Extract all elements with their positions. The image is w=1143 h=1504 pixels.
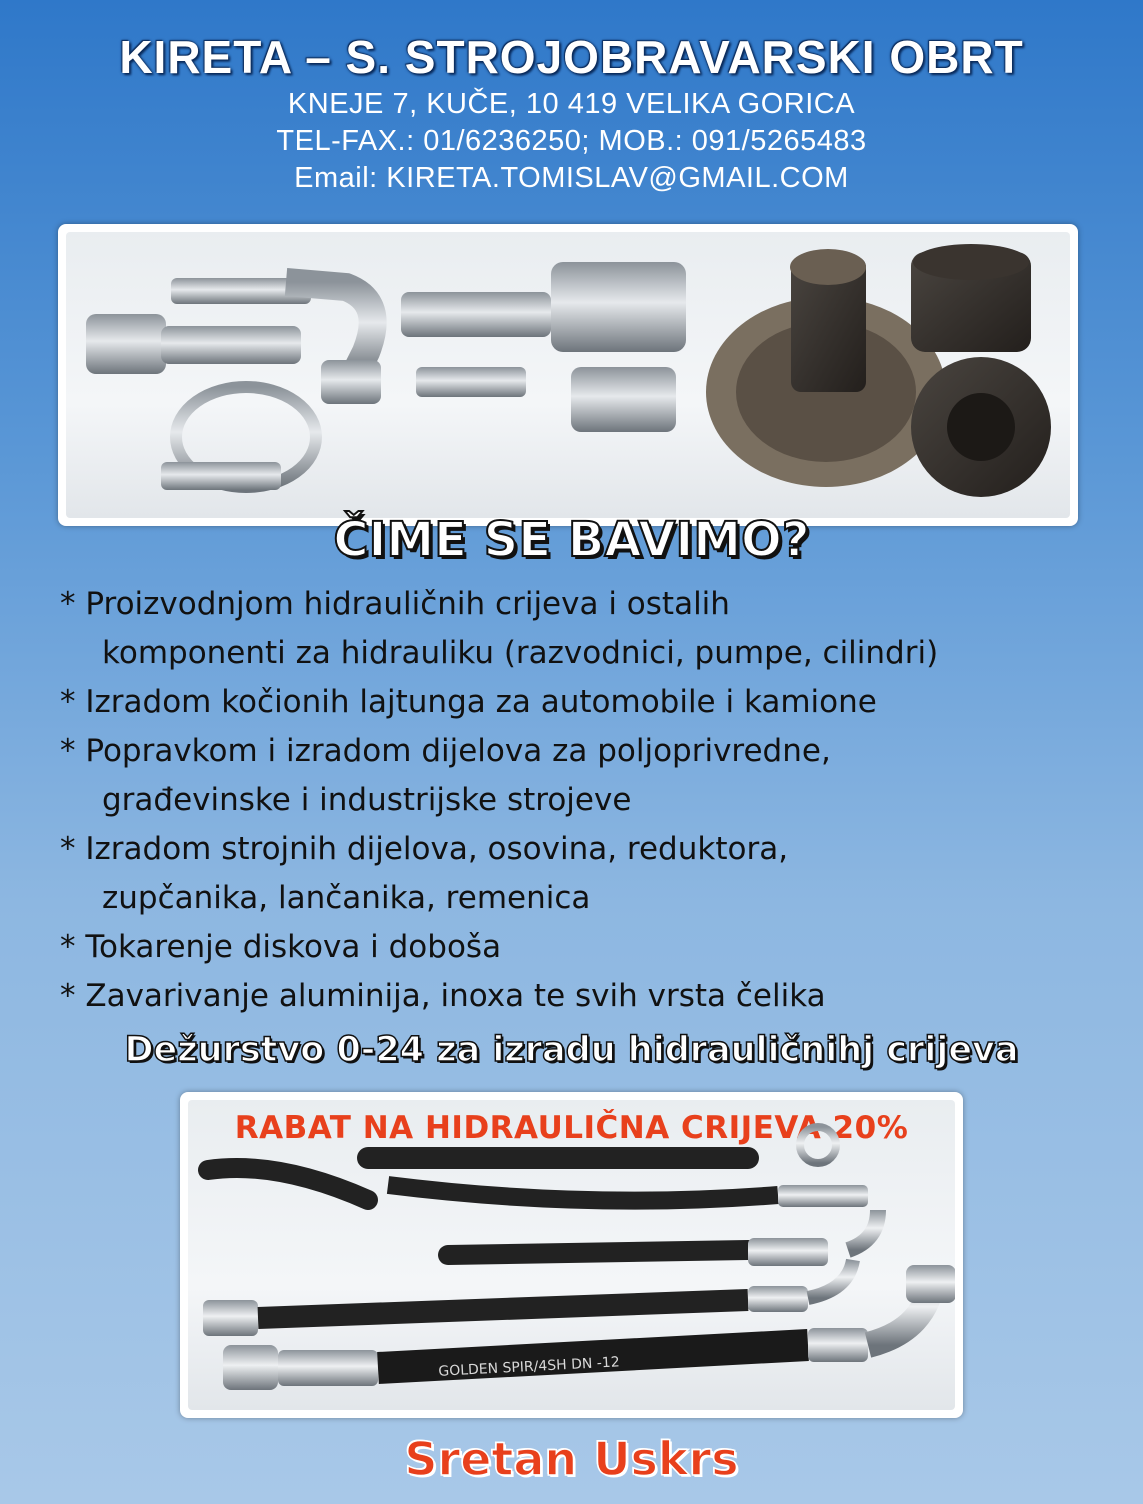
parts-photo <box>58 224 1078 526</box>
duty-banner: Dežurstvo 0-24 za izradu hidrauličnihj crijeva <box>124 1030 1019 1070</box>
service-line: * Zavarivanje aluminija, inoxa te svih vrsta čelika <box>60 978 826 1014</box>
service-item <box>60 923 1120 972</box>
service-item <box>60 972 1120 1021</box>
service-item <box>60 727 1120 825</box>
service-item <box>60 580 1120 678</box>
service-line: * Proizvodnjom hidrauličnih crijeva i ostalih <box>60 586 730 622</box>
service-line-continued: komponenti za hidrauliku (razvodnici, pumpe, cilindri) <box>102 635 939 671</box>
service-line: * Izradom strojnih dijelova, osovina, reduktora, <box>60 831 789 867</box>
service-line-continued: zupčanika, lančanika, remenica <box>102 880 591 916</box>
hose-clamp-icon <box>161 387 316 490</box>
hoses-photo <box>180 1092 963 1418</box>
service-item <box>60 825 1120 923</box>
parts-photo-image <box>66 232 1070 518</box>
quick-coupler-icon <box>401 262 686 432</box>
hose-fitting-icon <box>86 278 311 374</box>
services-list <box>60 580 1120 1021</box>
section-heading: ČIME SE BAVIMO? <box>333 512 810 568</box>
service-line: * Izradom kočionih lajtunga za automobile i kamione <box>60 684 877 720</box>
service-line: * Tokarenje diskova i doboša <box>60 929 502 965</box>
company-title: KIRETA – S. STROJOBRAVARSKI OBRT <box>119 31 1024 83</box>
service-item <box>60 678 1120 727</box>
company-phone: TEL-FAX.: 01/6236250; MOB.: 091/5265483 <box>276 125 867 157</box>
header <box>0 30 1143 195</box>
greeting-text: Sretan Uskrs <box>404 1432 739 1486</box>
hoses-illustration <box>188 1100 955 1410</box>
hose-print-text: GOLDEN SPIR/4SH DN -12 <box>437 1354 621 1380</box>
parts-illustration <box>66 232 1070 518</box>
service-line-continued: građevinske i industrijske strojeve <box>102 782 632 818</box>
company-email: Email: KIRETA.TOMISLAV@GMAIL.COM <box>294 162 849 194</box>
hose-icon <box>203 1127 955 1390</box>
discount-text: RABAT NA HIDRAULIČNA CRIJEVA 20% <box>234 1110 909 1146</box>
company-address: KNEJE 7, KUČE, 10 419 VELIKA GORICA <box>287 88 856 120</box>
service-line: * Popravkom i izradom dijelova za poljoprivredne, <box>60 733 831 769</box>
flange-shaft-icon <box>706 249 946 487</box>
hoses-photo-image <box>188 1100 955 1410</box>
